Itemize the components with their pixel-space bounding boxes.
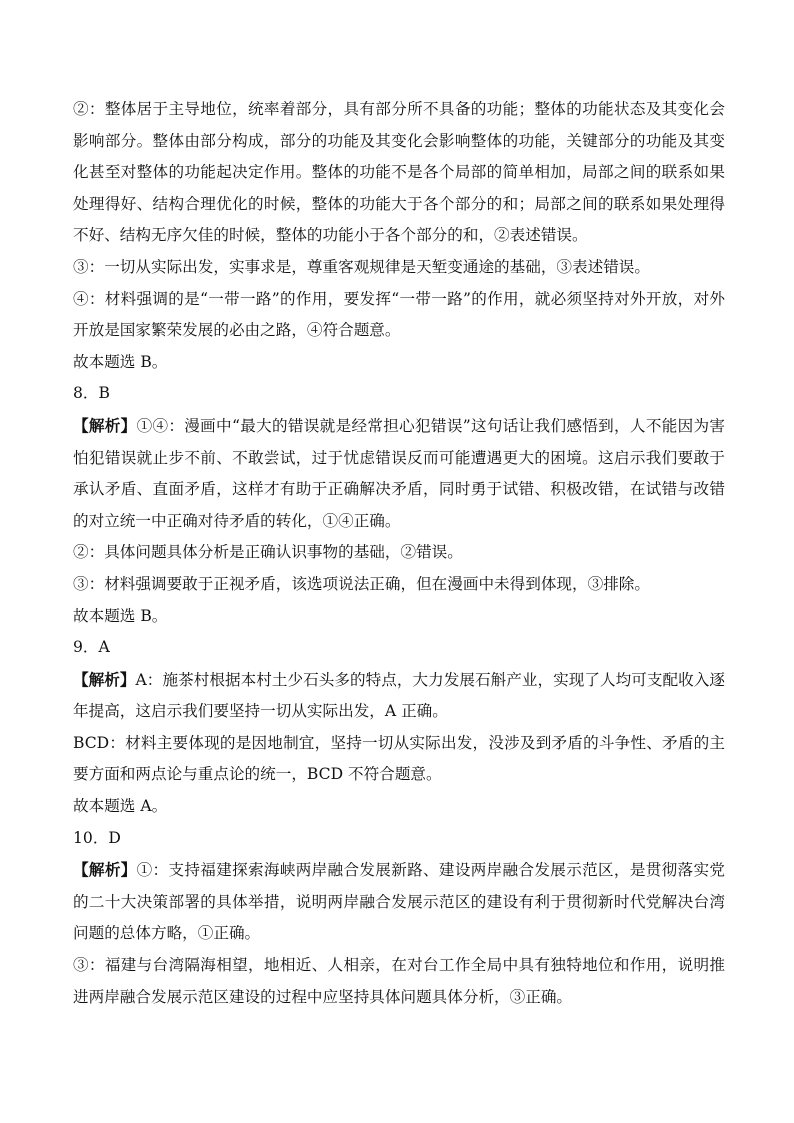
paragraph-text: ③：材料强调要敢于正视矛盾，该选项说法正确，但在漫画中未得到体现，③排除。	[73, 574, 650, 593]
paragraph-option-bcd	[73, 728, 725, 791]
answer-text: 8．B	[73, 384, 110, 403]
conclusion-line	[73, 601, 725, 633]
question-9-analysis	[73, 664, 725, 728]
paragraph-text: 故本题选 A。	[73, 797, 168, 816]
paragraph-text: 故本题选 B。	[73, 352, 168, 371]
paragraph-text: ①：支持福建探索海峡两岸融合发展新路、建设两岸融合发展示范区，是贯彻落实党的二十大决策部署的具体举措，说明两岸融合发展示范区的建设有利于贯彻新时代党解决台湾问题的总体方略，①正确。	[73, 861, 725, 943]
paragraph-text: A：施茶村根据本村土少石头多的特点，大力发展石斛产业，实现了人均可支配收入逐年提高，这启示我们要坚持一切从实际出发，A 正确。	[73, 670, 725, 721]
paragraph-option-3	[73, 252, 725, 284]
question-9-answer	[73, 632, 725, 664]
paragraph-option-2	[73, 537, 725, 569]
paragraph-option-3	[73, 950, 725, 1013]
question-8-analysis	[73, 410, 725, 537]
paragraph-option-4	[73, 284, 725, 347]
paragraph-option-2	[73, 94, 725, 252]
paragraph-text: ③：一切从实际出发，实事求是，尊重客观规律是天堑变通途的基础，③表述错误。	[73, 257, 650, 276]
question-8-answer	[73, 378, 725, 410]
paragraph-text: ④：材料强调的是“一带一路”的作用，要发挥“一带一路”的作用，就必须坚持对外开放，对外开放是国家繁荣发展的必由之路，④符合题意。	[73, 289, 725, 340]
answer-explanations	[73, 94, 725, 1013]
analysis-label: 【解析】	[73, 860, 137, 880]
paragraph-text: 故本题选 B。	[73, 606, 168, 625]
question-10-answer	[73, 823, 725, 855]
conclusion-line	[73, 347, 725, 379]
answer-text: 10．D	[73, 828, 121, 847]
paragraph-text: ②：整体居于主导地位，统率着部分，具有部分所不具备的功能；整体的功能状态及其变化会影响部分。整体由部分构成，部分的功能及其变化会影响整体的功能，关键部分的功能及其变化甚至对整体的功能起决定作用。整体的功能不是各个局部的简单相加，局部之间的联系如果处理得好、结构合理优化的时候，整体的功能大于各个部分的和；局部之间的联系如果处理得不好、结构无序欠佳的时候，整体的功能小于各个部分的和，②表述错误。	[73, 100, 725, 245]
analysis-label: 【解析】	[73, 415, 137, 435]
question-10-analysis	[73, 854, 725, 950]
paragraph-option-3	[73, 569, 725, 601]
paragraph-text: ③：福建与台湾隔海相望，地相近、人相亲，在对台工作全局中具有独特地位和作用，说明推进两岸融合发展示范区建设的过程中应坚持具体问题具体分析，③正确。	[73, 956, 725, 1006]
paragraph-text: ②：具体问题具体分析是正确认识事物的基础，②错误。	[73, 543, 463, 562]
answer-text: 9．A	[73, 638, 110, 657]
paragraph-text: ①④：漫画中“最大的错误就是经常担心犯错误”这句话让我们感悟到，人不能因为害怕犯错误就止步不前、不敢尝试，过于忧虑错误反而可能遭遇更大的困境。这启示我们要敢于承认矛盾、直面矛盾，这样才有助于正确解决矛盾，同时勇于试错、积极改错，在试错与改错的对立统一中正确对待矛盾的转化，①④正确。	[73, 416, 725, 530]
conclusion-line	[73, 791, 725, 823]
paragraph-text: BCD：材料主要体现的是因地制宜，坚持一切从实际出发，没涉及到矛盾的斗争性、矛盾的主要方面和两点论与重点论的统一，BCD 不符合题意。	[73, 733, 725, 784]
analysis-label: 【解析】	[73, 669, 136, 689]
